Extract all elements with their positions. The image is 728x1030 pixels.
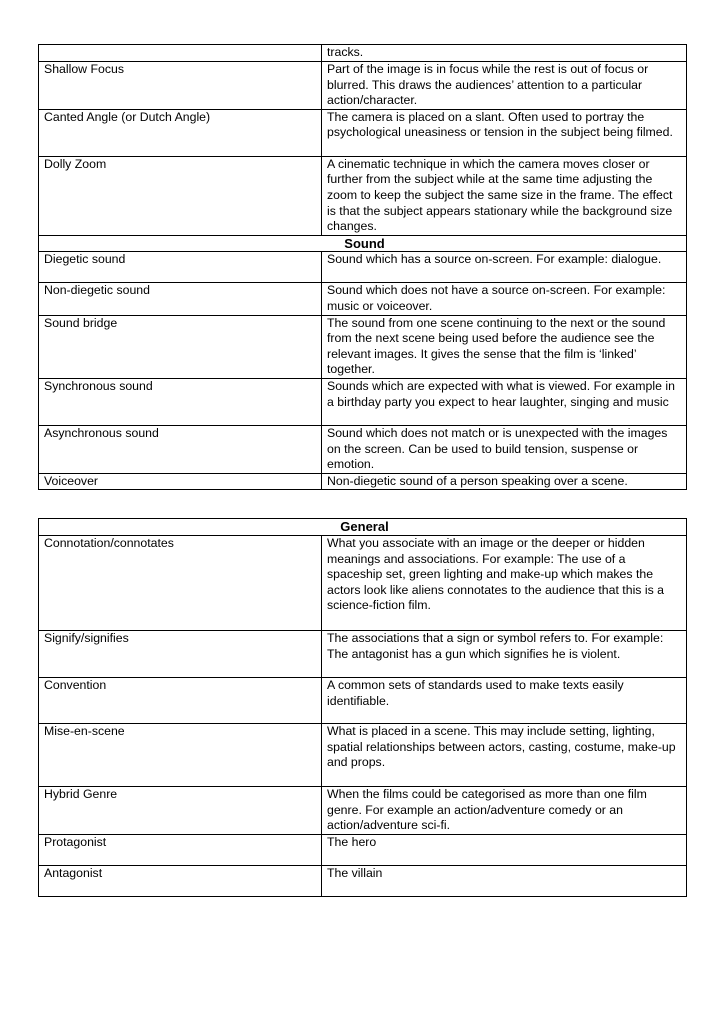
table-row <box>39 252 687 283</box>
term-cell: Dolly Zoom <box>39 156 322 235</box>
term-cell: Voiceover <box>39 473 322 490</box>
term-cell: Diegetic sound <box>39 252 322 283</box>
table-row <box>39 425 687 473</box>
definition-cell: What you associate with an image or the deeper or hidden meanings and associations. For example: The use of a spaceship set, green lighting and make-up which makes the actors look like aliens connotates to the audience that this is a science-fiction film. <box>322 536 687 631</box>
definition-cell: The hero <box>322 834 687 865</box>
term-cell: Shallow Focus <box>39 62 322 110</box>
table-row <box>39 631 687 678</box>
definition-cell: The villain <box>322 865 687 896</box>
term-cell: Synchronous sound <box>39 378 322 425</box>
section-heading-row <box>39 235 687 252</box>
term-cell <box>39 45 322 62</box>
term-cell: Non-diegetic sound <box>39 283 322 315</box>
section-heading-sound <box>39 235 687 252</box>
glossary-table-general <box>38 518 687 897</box>
term-cell: Canted Angle (or Dutch Angle) <box>39 109 322 156</box>
term-cell: Sound bridge <box>39 315 322 378</box>
definition-cell: tracks. <box>322 45 687 62</box>
table-row <box>39 378 687 425</box>
table-row <box>39 473 687 490</box>
definition-cell: Sound which does not have a source on-screen. For example: music or voiceover. <box>322 283 687 315</box>
table-row <box>39 724 687 787</box>
definition-cell: The associations that a sign or symbol refers to. For example: The antagonist has a gun which signifies he is violent. <box>322 631 687 678</box>
definition-cell: The sound from one scene continuing to the next or the sound from the next scene being used before the audience see the relevant images. It gives the sense that the film is ‘linked’ together. <box>322 315 687 378</box>
term-cell: Antagonist <box>39 865 322 896</box>
term-cell: Signify/signifies <box>39 631 322 678</box>
term-cell: Asynchronous sound <box>39 425 322 473</box>
glossary-table-camera-sound <box>38 44 687 490</box>
definition-cell: A cinematic technique in which the camera moves closer or further from the subject while at the same time adjusting the zoom to keep the subject the same size in the frame. The effect is that the subject appears stationary while the background size changes. <box>322 156 687 235</box>
definition-cell: Sounds which are expected with what is viewed. For example in a birthday party you expect to hear laughter, singing and music <box>322 378 687 425</box>
table-row <box>39 678 687 724</box>
definition-cell: Sound which does not match or is unexpected with the images on the screen. Can be used to build tension, suspense or emotion. <box>322 425 687 473</box>
table-row <box>39 787 687 835</box>
term-cell: Connotation/connotates <box>39 536 322 631</box>
definition-cell: When the films could be categorised as more than one film genre. For example an action/adventure comedy or an action/adventure sci-fi. <box>322 787 687 835</box>
section-heading-label: General <box>340 519 389 534</box>
term-cell: Hybrid Genre <box>39 787 322 835</box>
definition-cell: A common sets of standards used to make texts easily identifiable. <box>322 678 687 724</box>
section-heading-row <box>39 519 687 536</box>
definition-cell: Sound which has a source on-screen. For example: dialogue. <box>322 252 687 283</box>
table-row <box>39 315 687 378</box>
term-cell: Protagonist <box>39 834 322 865</box>
table-row <box>39 834 687 865</box>
section-heading-label: Sound <box>344 235 385 251</box>
term-cell: Mise-en-scene <box>39 724 322 787</box>
table-row <box>39 45 687 62</box>
definition-cell: The camera is placed on a slant. Often used to portray the psychological uneasiness or tension in the subject being filmed. <box>322 109 687 156</box>
table-row <box>39 109 687 156</box>
term-cell: Convention <box>39 678 322 724</box>
definition-cell: Non-diegetic sound of a person speaking over a scene. <box>322 473 687 490</box>
table-row <box>39 536 687 631</box>
section-heading-general <box>39 519 687 536</box>
table-row <box>39 865 687 896</box>
table-row <box>39 156 687 235</box>
definition-cell: Part of the image is in focus while the rest is out of focus or blurred. This draws the audiences’ attention to a particular action/character. <box>322 62 687 110</box>
definition-cell: What is placed in a scene. This may include setting, lighting, spatial relationships between actors, casting, costume, make-up and props. <box>322 724 687 787</box>
table-row <box>39 283 687 315</box>
table-row <box>39 62 687 110</box>
